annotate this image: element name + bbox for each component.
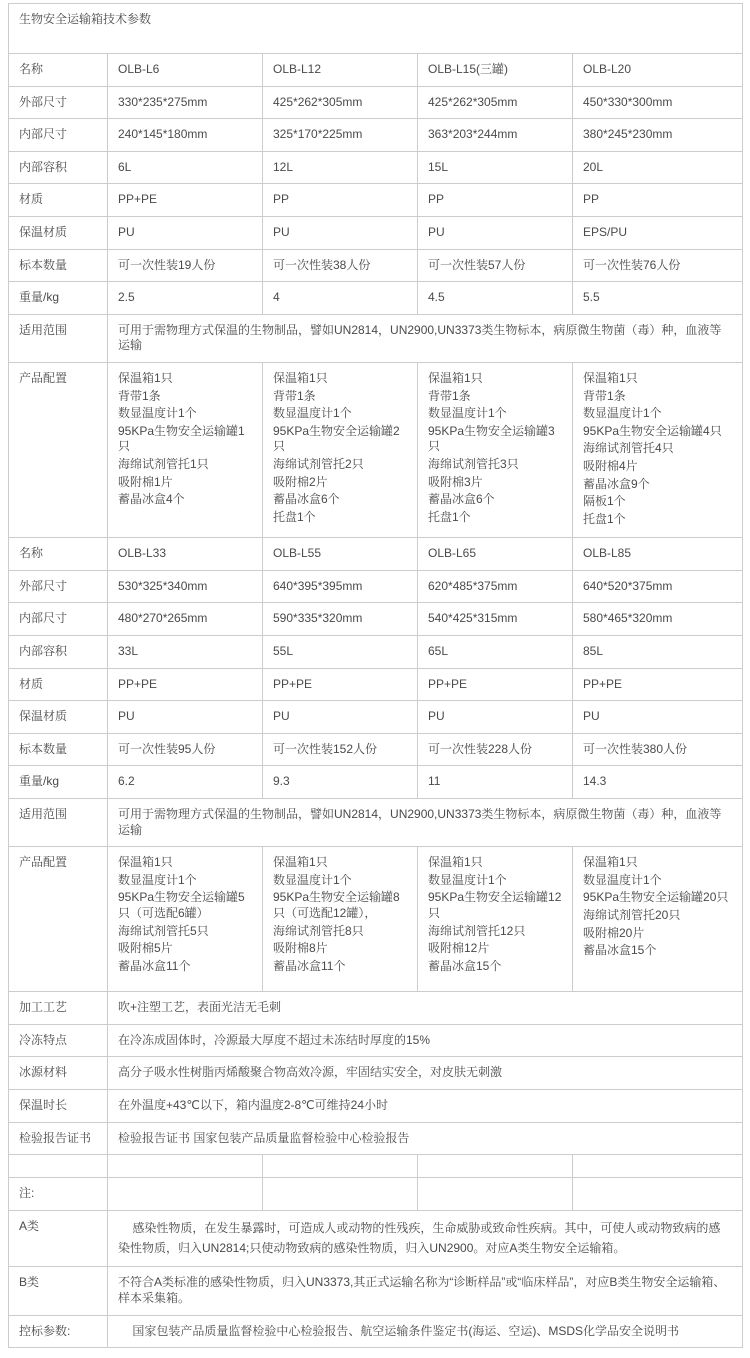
specimen-capacity-row-1-value-3: 可一次性装57人份 bbox=[418, 249, 573, 282]
processing-technology-row-value: 吹+注塑工艺，表面光洁无毛刺 bbox=[108, 992, 743, 1025]
weight-row-2 bbox=[9, 766, 743, 799]
class-b-row bbox=[9, 1267, 743, 1315]
config-item: 95KPa生物安全运输罐2只 bbox=[273, 423, 400, 454]
config-item: 背带1条 bbox=[273, 388, 316, 403]
model-name-row-1-value-2: OLB-L12 bbox=[263, 54, 418, 87]
insulation-material-row-1-label: 保温材质 bbox=[9, 216, 108, 249]
insulation-material-row-2-label: 保温材质 bbox=[9, 701, 108, 734]
internal-dimensions-row-1-label: 内部尺寸 bbox=[9, 119, 108, 152]
product-configuration-row-2-value-1 bbox=[108, 847, 263, 992]
config-item: 数显温度计1个 bbox=[583, 872, 662, 887]
config-item: 背带1条 bbox=[583, 388, 626, 403]
material-row-2-value-1: PP+PE bbox=[108, 668, 263, 701]
note-row bbox=[9, 1178, 743, 1211]
insulation-material-row-2-value-3: PU bbox=[418, 701, 573, 734]
config-item: 海绵试剂管托2只 bbox=[273, 456, 364, 471]
internal-dimensions-row-2-label: 内部尺寸 bbox=[9, 603, 108, 636]
config-item: 数显温度计1个 bbox=[118, 872, 197, 887]
internal-volume-row-1 bbox=[9, 151, 743, 184]
note-row-value-4 bbox=[573, 1178, 743, 1211]
weight-row-1 bbox=[9, 282, 743, 315]
material-row-1-value-1: PP+PE bbox=[108, 184, 263, 217]
config-item: 95KPa生物安全运输罐1只 bbox=[118, 423, 245, 454]
config-item: 托盘1个 bbox=[273, 509, 316, 524]
config-item: 保温箱1只 bbox=[273, 855, 328, 870]
config-item: 95KPa生物安全运输罐20只 bbox=[583, 890, 729, 905]
freezing-feature-row bbox=[9, 1024, 743, 1057]
weight-row-2-label: 重量/kg bbox=[9, 766, 108, 799]
external-dimensions-row-1-value-3: 425*262*305mm bbox=[418, 86, 573, 119]
config-item: 蓄晶冰盒11个 bbox=[118, 958, 191, 973]
config-item: 海绵试剂管托12只 bbox=[428, 923, 526, 938]
config-item: 蓄晶冰盒11个 bbox=[273, 958, 346, 973]
internal-dimensions-row-1-value-1: 240*145*180mm bbox=[108, 119, 263, 152]
internal-dimensions-row-2-value-2: 590*335*320mm bbox=[263, 603, 418, 636]
external-dimensions-row-2-value-4: 640*520*375mm bbox=[573, 570, 743, 603]
internal-volume-row-2-value-1: 33L bbox=[108, 636, 263, 669]
model-name-row-2-value-1: OLB-L33 bbox=[108, 538, 263, 571]
note-row-value-3 bbox=[418, 1178, 573, 1211]
config-item: 保温箱1只 bbox=[583, 370, 638, 385]
internal-dimensions-row-1 bbox=[9, 119, 743, 152]
config-item: 蓄晶冰盒15个 bbox=[583, 943, 657, 958]
config-item: 吸附棉8片 bbox=[273, 941, 328, 956]
internal-volume-row-1-label: 内部容积 bbox=[9, 151, 108, 184]
weight-row-2-value-3: 11 bbox=[418, 766, 573, 799]
config-item: 隔板1个 bbox=[583, 494, 626, 509]
control-parameters-row bbox=[9, 1315, 743, 1348]
model-name-row-2 bbox=[9, 538, 743, 571]
note-row-label: 注: bbox=[9, 1178, 108, 1211]
weight-row-1-value-3: 4.5 bbox=[418, 282, 573, 315]
insulation-material-row-1-value-3: PU bbox=[418, 216, 573, 249]
weight-row-1-value-2: 4 bbox=[263, 282, 418, 315]
weight-row-1-value-1: 2.5 bbox=[108, 282, 263, 315]
external-dimensions-row-1 bbox=[9, 86, 743, 119]
internal-volume-row-1-value-2: 12L bbox=[263, 151, 418, 184]
config-item: 吸附棉3片 bbox=[428, 474, 483, 489]
product-configuration-row-1 bbox=[9, 362, 743, 537]
insulation-material-row-2-value-4: PU bbox=[573, 701, 743, 734]
external-dimensions-row-1-label: 外部尺寸 bbox=[9, 86, 108, 119]
specimen-capacity-row-2-label: 标本数量 bbox=[9, 733, 108, 766]
application-scope-row-1 bbox=[9, 314, 743, 362]
material-row-2 bbox=[9, 668, 743, 701]
specimen-capacity-row-2-value-4: 可一次性装380人份 bbox=[573, 733, 743, 766]
config-item: 蓄晶冰盒6个 bbox=[428, 492, 495, 507]
config-item: 数显温度计1个 bbox=[118, 406, 197, 421]
config-item: 海绵试剂管托1只 bbox=[118, 456, 209, 471]
internal-volume-row-2 bbox=[9, 636, 743, 669]
application-scope-row-2 bbox=[9, 799, 743, 847]
external-dimensions-row-2 bbox=[9, 570, 743, 603]
material-row-2-label: 材质 bbox=[9, 668, 108, 701]
config-item: 数显温度计1个 bbox=[428, 406, 507, 421]
specimen-capacity-row-2-value-3: 可一次性装228人份 bbox=[418, 733, 573, 766]
config-item: 蓄晶冰盒9个 bbox=[583, 476, 650, 491]
internal-dimensions-row-1-value-3: 363*203*244mm bbox=[418, 119, 573, 152]
external-dimensions-row-2-value-1: 530*325*340mm bbox=[108, 570, 263, 603]
material-row-1-value-3: PP bbox=[418, 184, 573, 217]
empty-row-cell-1 bbox=[108, 1155, 263, 1178]
inspection-report-row-label: 检验报告证书 bbox=[9, 1122, 108, 1155]
model-name-row-1 bbox=[9, 54, 743, 87]
internal-dimensions-row-2-value-4: 580*465*320mm bbox=[573, 603, 743, 636]
insulation-duration-row bbox=[9, 1090, 743, 1123]
material-row-1-label: 材质 bbox=[9, 184, 108, 217]
note-row-value-2 bbox=[263, 1178, 418, 1211]
product-configuration-row-1-value-1 bbox=[108, 362, 263, 537]
config-item: 吸附棉2片 bbox=[273, 474, 328, 489]
config-item: 保温箱1只 bbox=[118, 855, 173, 870]
freezing-feature-row-label: 冷冻特点 bbox=[9, 1024, 108, 1057]
ice-source-material-row-label: 冰源材料 bbox=[9, 1057, 108, 1090]
inspection-report-row-value: 检验报告证书 国家包装产品质量监督检验中心检验报告 bbox=[108, 1122, 743, 1155]
insulation-material-row-1-value-1: PU bbox=[108, 216, 263, 249]
table-title-row bbox=[9, 4, 743, 54]
class-b-row-value: 不符合A类标准的感染性物质，归入UN3373,其正式运输名称为“诊断样品”或“临床样品”，对应B类生物安全运输箱、样本采集箱。 bbox=[108, 1267, 743, 1315]
config-item: 背带1条 bbox=[118, 388, 161, 403]
config-item: 海绵试剂管托3只 bbox=[428, 456, 519, 471]
insulation-duration-row-label: 保温时长 bbox=[9, 1090, 108, 1123]
inspection-report-row bbox=[9, 1122, 743, 1155]
config-item: 蓄晶冰盒6个 bbox=[273, 492, 340, 507]
internal-dimensions-row-2-value-1: 480*270*265mm bbox=[108, 603, 263, 636]
internal-volume-row-2-value-4: 85L bbox=[573, 636, 743, 669]
weight-row-2-value-1: 6.2 bbox=[108, 766, 263, 799]
empty-row-cell-4 bbox=[573, 1155, 743, 1178]
material-row-1 bbox=[9, 184, 743, 217]
config-item: 海绵试剂管托4只 bbox=[583, 441, 674, 456]
internal-volume-row-2-label: 内部容积 bbox=[9, 636, 108, 669]
control-parameters-row-value: 国家包装产品质量监督检验中心检验报告、航空运输条件鉴定书(海运、空运)、MSDS化学品安全说明书 bbox=[108, 1315, 743, 1348]
insulation-material-row-1-value-2: PU bbox=[263, 216, 418, 249]
config-item: 吸附棉12片 bbox=[428, 941, 490, 956]
model-name-row-2-value-4: OLB-L85 bbox=[573, 538, 743, 571]
config-item: 保温箱1只 bbox=[273, 370, 328, 385]
material-row-2-value-4: PP+PE bbox=[573, 668, 743, 701]
config-item: 数显温度计1个 bbox=[273, 872, 352, 887]
config-item: 海绵试剂管托8只 bbox=[273, 923, 364, 938]
model-name-row-1-label: 名称 bbox=[9, 54, 108, 87]
material-row-2-value-2: PP+PE bbox=[263, 668, 418, 701]
insulation-material-row-1-value-4: EPS/PU bbox=[573, 216, 743, 249]
external-dimensions-row-1-value-1: 330*235*275mm bbox=[108, 86, 263, 119]
specimen-capacity-row-1-label: 标本数量 bbox=[9, 249, 108, 282]
ice-source-material-row bbox=[9, 1057, 743, 1090]
external-dimensions-row-1-value-2: 425*262*305mm bbox=[263, 86, 418, 119]
application-scope-row-1-value: 可用于需物理方式保温的生物制品，譬如UN2814，UN2900,UN3373类生物标本，病原微生物菌（毒）种，血液等运输 bbox=[108, 314, 743, 362]
config-item: 托盘1个 bbox=[428, 509, 471, 524]
config-item: 蓄晶冰盒15个 bbox=[428, 958, 502, 973]
product-configuration-row-1-value-3 bbox=[418, 362, 573, 537]
class-a-row bbox=[9, 1210, 743, 1267]
specimen-capacity-row-2-value-2: 可一次性装152人份 bbox=[263, 733, 418, 766]
class-a-row-value: 感染性物质，在发生暴露时，可造成人或动物的性残疾，生命威胁或致命性疾病。其中，可使人或动物致病的感染性物质，归入UN2814;只使动物致病的感染性物质，归入UN2900。对应A类生物安全运输箱。 bbox=[108, 1210, 743, 1267]
specimen-capacity-row-2 bbox=[9, 733, 743, 766]
note-row-value-1 bbox=[108, 1178, 263, 1211]
insulation-material-row-2-value-2: PU bbox=[263, 701, 418, 734]
config-item: 95KPa生物安全运输罐8只（可选配12罐）， bbox=[273, 890, 400, 920]
config-item: 95KPa生物安全运输罐4只 bbox=[583, 423, 722, 438]
config-item: 保温箱1只 bbox=[583, 855, 638, 870]
external-dimensions-row-2-label: 外部尺寸 bbox=[9, 570, 108, 603]
internal-volume-row-1-value-3: 15L bbox=[418, 151, 573, 184]
table-title-row-text: 生物安全运输箱技术参数 bbox=[9, 4, 743, 54]
material-row-1-value-2: PP bbox=[263, 184, 418, 217]
config-item: 数显温度计1个 bbox=[583, 406, 662, 421]
specimen-capacity-row-1-value-4: 可一次性装76人份 bbox=[573, 249, 743, 282]
model-name-row-1-value-1: OLB-L6 bbox=[108, 54, 263, 87]
insulation-duration-row-value: 在外温度+43℃以下，箱内温度2-8℃可维持24小时 bbox=[108, 1090, 743, 1123]
internal-dimensions-row-2 bbox=[9, 603, 743, 636]
internal-dimensions-row-2-value-3: 540*425*315mm bbox=[418, 603, 573, 636]
config-item: 吸附棉20片 bbox=[583, 925, 645, 940]
model-name-row-2-value-3: OLB-L65 bbox=[418, 538, 573, 571]
processing-technology-row bbox=[9, 992, 743, 1025]
config-item: 吸附棉5片 bbox=[118, 941, 173, 956]
control-parameters-row-label: 控标参数: bbox=[9, 1315, 108, 1348]
product-configuration-row-2-value-4 bbox=[573, 847, 743, 992]
model-name-row-1-value-4: OLB-L20 bbox=[573, 54, 743, 87]
weight-row-1-value-4: 5.5 bbox=[573, 282, 743, 315]
material-row-1-value-4: PP bbox=[573, 184, 743, 217]
product-configuration-row-2 bbox=[9, 847, 743, 992]
processing-technology-row-label: 加工工艺 bbox=[9, 992, 108, 1025]
config-item: 数显温度计1个 bbox=[428, 872, 507, 887]
internal-volume-row-1-value-4: 20L bbox=[573, 151, 743, 184]
external-dimensions-row-2-value-2: 640*395*395mm bbox=[263, 570, 418, 603]
config-item: 数显温度计1个 bbox=[273, 406, 352, 421]
config-item: 保温箱1只 bbox=[428, 370, 483, 385]
model-name-row-1-value-3: OLB-L15(三罐) bbox=[418, 54, 573, 87]
insulation-material-row-2 bbox=[9, 701, 743, 734]
class-a-row-label: A类 bbox=[9, 1210, 108, 1267]
specimen-capacity-row-1 bbox=[9, 249, 743, 282]
insulation-material-row-2-value-1: PU bbox=[108, 701, 263, 734]
config-item: 95KPa生物安全运输罐12只 bbox=[428, 890, 562, 920]
empty-row bbox=[9, 1155, 743, 1178]
config-item: 95KPa生物安全运输罐3只 bbox=[428, 423, 555, 454]
internal-dimensions-row-1-value-2: 325*170*225mm bbox=[263, 119, 418, 152]
model-name-row-2-label: 名称 bbox=[9, 538, 108, 571]
application-scope-row-2-label: 适用范围 bbox=[9, 799, 108, 847]
empty-row-label bbox=[9, 1155, 108, 1178]
config-item: 吸附棉4片 bbox=[583, 458, 638, 473]
config-item: 海绵试剂管托5只 bbox=[118, 923, 209, 938]
ice-source-material-row-value: 高分子吸水性树脂丙烯酸聚合物高效冷源，牢固结实安全，对皮肤无刺激 bbox=[108, 1057, 743, 1090]
specimen-capacity-row-2-value-1: 可一次性装95人份 bbox=[108, 733, 263, 766]
spec-table bbox=[8, 3, 743, 1348]
external-dimensions-row-2-value-3: 620*485*375mm bbox=[418, 570, 573, 603]
product-configuration-row-1-label: 产品配置 bbox=[9, 362, 108, 537]
internal-dimensions-row-1-value-4: 380*245*230mm bbox=[573, 119, 743, 152]
weight-row-2-value-2: 9.3 bbox=[263, 766, 418, 799]
weight-row-1-label: 重量/kg bbox=[9, 282, 108, 315]
product-configuration-row-1-value-2 bbox=[263, 362, 418, 537]
freezing-feature-row-value: 在冷冻成固体时，冷源最大厚度不超过未冻结时厚度的15% bbox=[108, 1024, 743, 1057]
model-name-row-2-value-2: OLB-L55 bbox=[263, 538, 418, 571]
product-configuration-row-1-value-4 bbox=[573, 362, 743, 537]
config-item: 95KPa生物安全运输罐5只（可选配6罐） bbox=[118, 890, 245, 920]
config-item: 保温箱1只 bbox=[118, 370, 173, 385]
config-item: 蓄晶冰盒4个 bbox=[118, 492, 185, 507]
config-item: 吸附棉1片 bbox=[118, 474, 173, 489]
internal-volume-row-2-value-3: 65L bbox=[418, 636, 573, 669]
specimen-capacity-row-1-value-2: 可一次性装38人份 bbox=[263, 249, 418, 282]
application-scope-row-2-value: 可用于需物理方式保温的生物制品，譬如UN2814，UN2900,UN3373类生物标本，病原微生物菌（毒）种，血液等运输 bbox=[108, 799, 743, 847]
product-configuration-row-2-value-2 bbox=[263, 847, 418, 992]
config-item: 保温箱1只 bbox=[428, 855, 483, 870]
application-scope-row-1-label: 适用范围 bbox=[9, 314, 108, 362]
config-item: 海绵试剂管托20只 bbox=[583, 908, 681, 922]
class-b-row-label: B类 bbox=[9, 1267, 108, 1315]
internal-volume-row-1-value-1: 6L bbox=[108, 151, 263, 184]
product-configuration-row-2-label: 产品配置 bbox=[9, 847, 108, 992]
empty-row-cell-2 bbox=[263, 1155, 418, 1178]
specimen-capacity-row-1-value-1: 可一次性装19人份 bbox=[108, 249, 263, 282]
config-item: 托盘1个 bbox=[583, 511, 626, 526]
spec-table-body bbox=[9, 4, 743, 1348]
weight-row-2-value-4: 14.3 bbox=[573, 766, 743, 799]
material-row-2-value-3: PP+PE bbox=[418, 668, 573, 701]
external-dimensions-row-1-value-4: 450*330*300mm bbox=[573, 86, 743, 119]
internal-volume-row-2-value-2: 55L bbox=[263, 636, 418, 669]
product-configuration-row-2-value-3 bbox=[418, 847, 573, 992]
empty-row-cell-3 bbox=[418, 1155, 573, 1178]
config-item: 背带1条 bbox=[428, 388, 471, 403]
insulation-material-row-1 bbox=[9, 216, 743, 249]
